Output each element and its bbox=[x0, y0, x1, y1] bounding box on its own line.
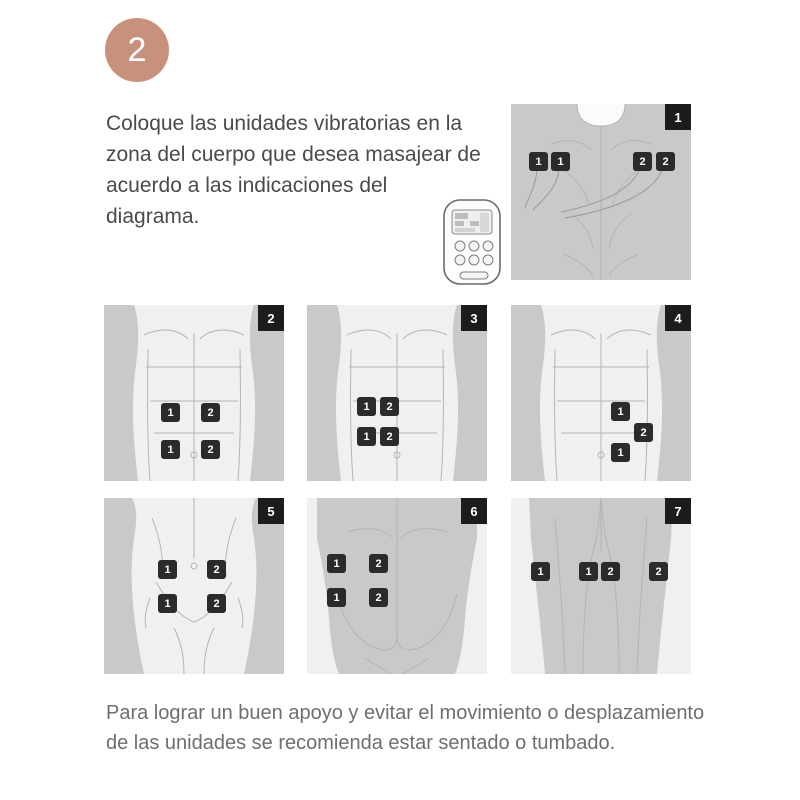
panel-5 bbox=[104, 498, 284, 674]
pad-label: 1 bbox=[617, 446, 624, 459]
step-number-badge bbox=[105, 18, 169, 82]
pad-marker bbox=[357, 427, 376, 446]
pad-label: 1 bbox=[363, 400, 370, 413]
pad-label: 1 bbox=[557, 155, 564, 168]
panel-number-text: 1 bbox=[674, 109, 682, 125]
pad-label: 1 bbox=[333, 591, 340, 604]
pad-label: 2 bbox=[386, 430, 393, 443]
pad-marker bbox=[327, 588, 346, 607]
abdomen-side-illustration bbox=[511, 305, 691, 481]
pad-label: 1 bbox=[167, 406, 174, 419]
pad-marker bbox=[207, 560, 226, 579]
pad-marker bbox=[380, 427, 399, 446]
pad-label: 2 bbox=[213, 597, 220, 610]
panel-number-text: 6 bbox=[470, 503, 478, 519]
pad-marker bbox=[551, 152, 570, 171]
pad-marker bbox=[380, 397, 399, 416]
pad-marker bbox=[633, 152, 652, 171]
pad-marker bbox=[529, 152, 548, 171]
pad-label: 2 bbox=[607, 565, 614, 578]
pad-label: 2 bbox=[213, 563, 220, 576]
panel-number-text: 7 bbox=[674, 503, 682, 519]
panel-4 bbox=[511, 305, 691, 481]
pad-label: 1 bbox=[535, 155, 542, 168]
pad-marker bbox=[369, 554, 388, 573]
pad-label: 1 bbox=[537, 565, 544, 578]
pad-marker bbox=[327, 554, 346, 573]
pad-marker bbox=[158, 560, 177, 579]
pad-label: 1 bbox=[164, 563, 171, 576]
pad-label: 1 bbox=[363, 430, 370, 443]
panel-2 bbox=[104, 305, 284, 481]
pad-label: 2 bbox=[655, 565, 662, 578]
abdomen-center-illustration bbox=[307, 305, 487, 481]
pad-marker bbox=[531, 562, 550, 581]
pad-label: 2 bbox=[207, 406, 214, 419]
closing-paragraph: Para lograr un buen apoyo y evitar el movimiento o desplazamiento de las unidades se recomienda estar sentado o tumbado. bbox=[106, 702, 705, 754]
panel-number-box bbox=[258, 305, 284, 331]
panel-number-text: 5 bbox=[267, 503, 275, 519]
pad-marker bbox=[369, 588, 388, 607]
abdomen-wide-illustration bbox=[104, 305, 284, 481]
panel-number-box bbox=[258, 498, 284, 524]
panel-number-box bbox=[665, 104, 691, 130]
pad-marker bbox=[634, 423, 653, 442]
panel-number-text: 3 bbox=[470, 310, 478, 326]
pad-marker bbox=[649, 562, 668, 581]
pad-marker bbox=[201, 440, 220, 459]
step-number-text: 2 bbox=[127, 30, 147, 69]
pad-label: 2 bbox=[640, 426, 647, 439]
panel-7 bbox=[511, 498, 691, 674]
thighs-illustration bbox=[511, 498, 691, 674]
pad-label: 2 bbox=[662, 155, 669, 168]
pad-marker bbox=[601, 562, 620, 581]
pad-label: 2 bbox=[386, 400, 393, 413]
pad-label: 1 bbox=[167, 443, 174, 456]
intro-paragraph: Coloque las unidades vibratorias en la zona del cuerpo que desea masajear de acuerdo a las indicaciones del diagrama. bbox=[106, 112, 481, 228]
pad-label: 1 bbox=[585, 565, 592, 578]
pad-marker bbox=[207, 594, 226, 613]
pad-marker bbox=[158, 594, 177, 613]
pad-marker bbox=[161, 403, 180, 422]
pad-label: 2 bbox=[639, 155, 646, 168]
panel-3 bbox=[307, 305, 487, 481]
control-unit-illustration bbox=[438, 198, 518, 288]
panel-1 bbox=[511, 104, 691, 280]
cable-illustration bbox=[511, 104, 691, 280]
pad-marker bbox=[579, 562, 598, 581]
panel-number-box bbox=[461, 305, 487, 331]
pad-marker bbox=[357, 397, 376, 416]
pad-marker bbox=[611, 443, 630, 462]
pad-marker bbox=[611, 402, 630, 421]
pad-label: 2 bbox=[375, 591, 382, 604]
pad-label: 2 bbox=[207, 443, 214, 456]
panel-number-box bbox=[461, 498, 487, 524]
glutes-illustration bbox=[307, 498, 487, 674]
pad-marker bbox=[656, 152, 675, 171]
pad-label: 1 bbox=[617, 405, 624, 418]
panel-number-text: 2 bbox=[267, 310, 275, 326]
pad-label: 2 bbox=[375, 557, 382, 570]
panel-number-box bbox=[665, 498, 691, 524]
panel-6 bbox=[307, 498, 487, 674]
pad-marker bbox=[161, 440, 180, 459]
pad-label: 1 bbox=[333, 557, 340, 570]
panel-number-text: 4 bbox=[674, 310, 682, 326]
pad-marker bbox=[201, 403, 220, 422]
pad-label: 1 bbox=[164, 597, 171, 610]
panel-number-box bbox=[665, 305, 691, 331]
lower-abdomen-illustration bbox=[104, 498, 284, 674]
